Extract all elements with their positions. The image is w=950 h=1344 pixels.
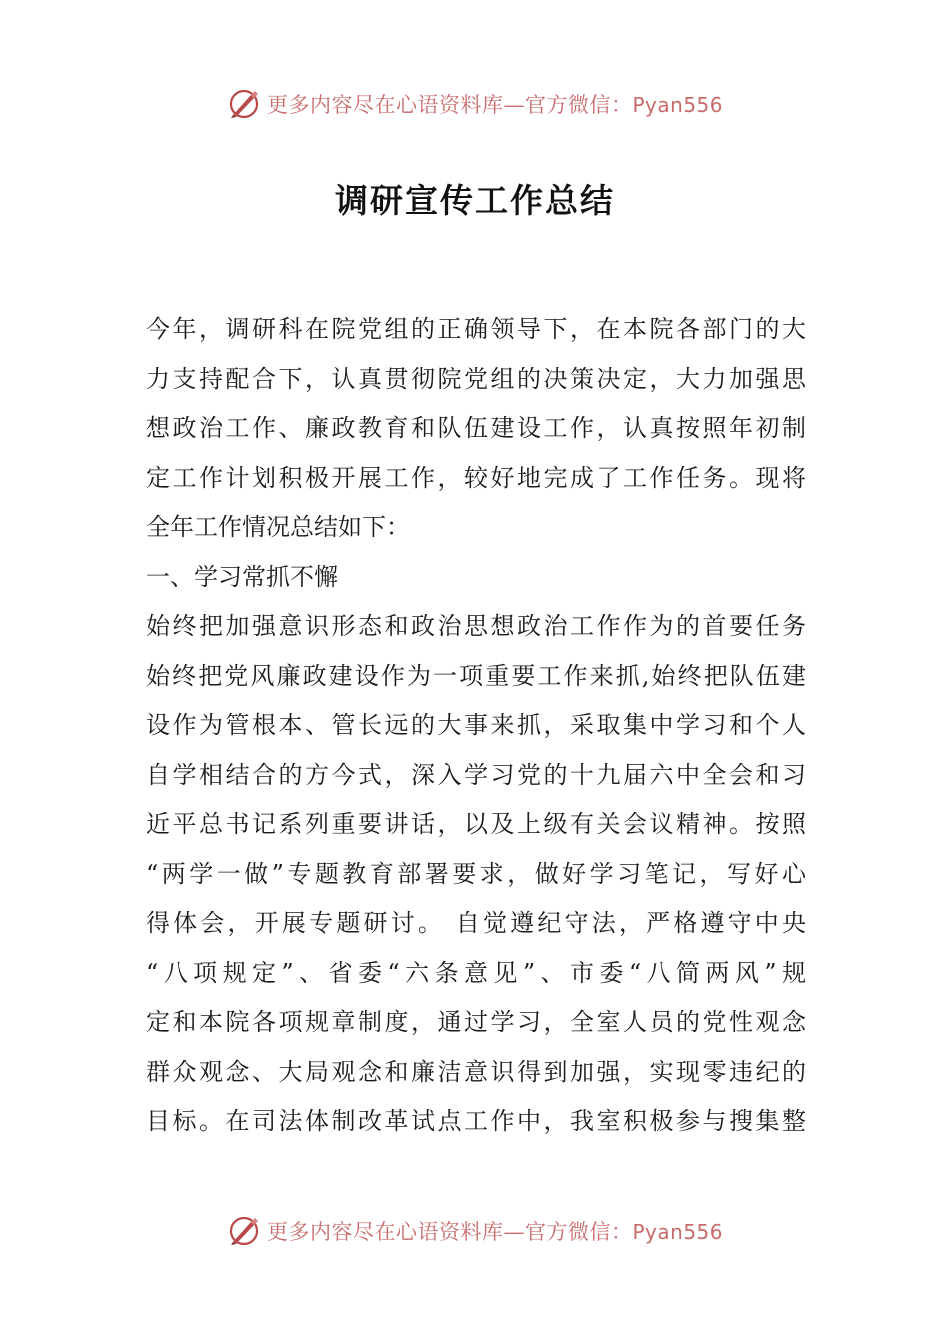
- body-line: 目标。在司法体制改革试点工作中，我室积极参与搜集整: [146, 1107, 806, 1135]
- watermark-text: [267, 1216, 723, 1246]
- header-watermark: [0, 84, 950, 124]
- body-line: 自学相结合的方今式，深入学习党的十九届六中全会和习: [146, 760, 806, 789]
- document-body: [146, 305, 806, 1147]
- pen-logo-icon: [227, 87, 261, 121]
- body-line: 设作为管根本、管长远的大事来抓，采取集中学习和个人: [146, 711, 806, 739]
- section-heading: 一、学习常抓不懈: [146, 562, 338, 591]
- body-line: 始终把加强意识形态和政治思想政治工作作为的首要任务: [146, 612, 806, 640]
- body-line: 今年，调研科在院党组的正确领导下，在本院各部门的大: [146, 315, 806, 343]
- body-line: 力支持配合下，认真贯彻院党组的决策决定，大力加强思: [146, 364, 806, 393]
- body-line: 全年工作情况总结如下：: [146, 513, 410, 541]
- body-line: 得体会，开展专题研讨。 自觉遵纪守法，严格遵守中央: [146, 909, 806, 937]
- watermark-id: Pyan556: [632, 93, 723, 117]
- body-line: 近平总书记系列重要讲话，以及上级有关会议精神。按照: [146, 810, 806, 838]
- body-line: 定和本院各项规章制度，通过学习，全室人员的党性观念: [146, 1008, 806, 1036]
- pen-logo-icon: [227, 1214, 261, 1248]
- footer-watermark: [0, 1211, 950, 1251]
- watermark-brand: 更多内容尽在心语资料库—官方微信：: [266, 1220, 633, 1244]
- watermark-id: Pyan556: [632, 1220, 723, 1244]
- body-line: “两学一做”专题教育部署要求，做好学习笔记，写好心: [146, 859, 806, 888]
- watermark-text: [267, 89, 723, 119]
- body-line: 想政治工作、廉政教育和队伍建设工作，认真按照年初制: [146, 414, 806, 442]
- body-line: 定工作计划积极开展工作，较好地完成了工作任务。现将: [146, 463, 806, 492]
- body-line: “八项规定”、省委“六条意见”、市委“八简两风”规: [146, 958, 806, 987]
- watermark-brand: 更多内容尽在心语资料库—官方微信：: [266, 93, 633, 117]
- body-line: 始终把党风廉政建设作为一项重要工作来抓,始终把队伍建: [146, 661, 806, 690]
- body-line: 群众观念、大局观念和廉洁意识得到加强，实现零违纪的: [146, 1057, 806, 1086]
- document-title: 调研宣传工作总结: [335, 181, 615, 220]
